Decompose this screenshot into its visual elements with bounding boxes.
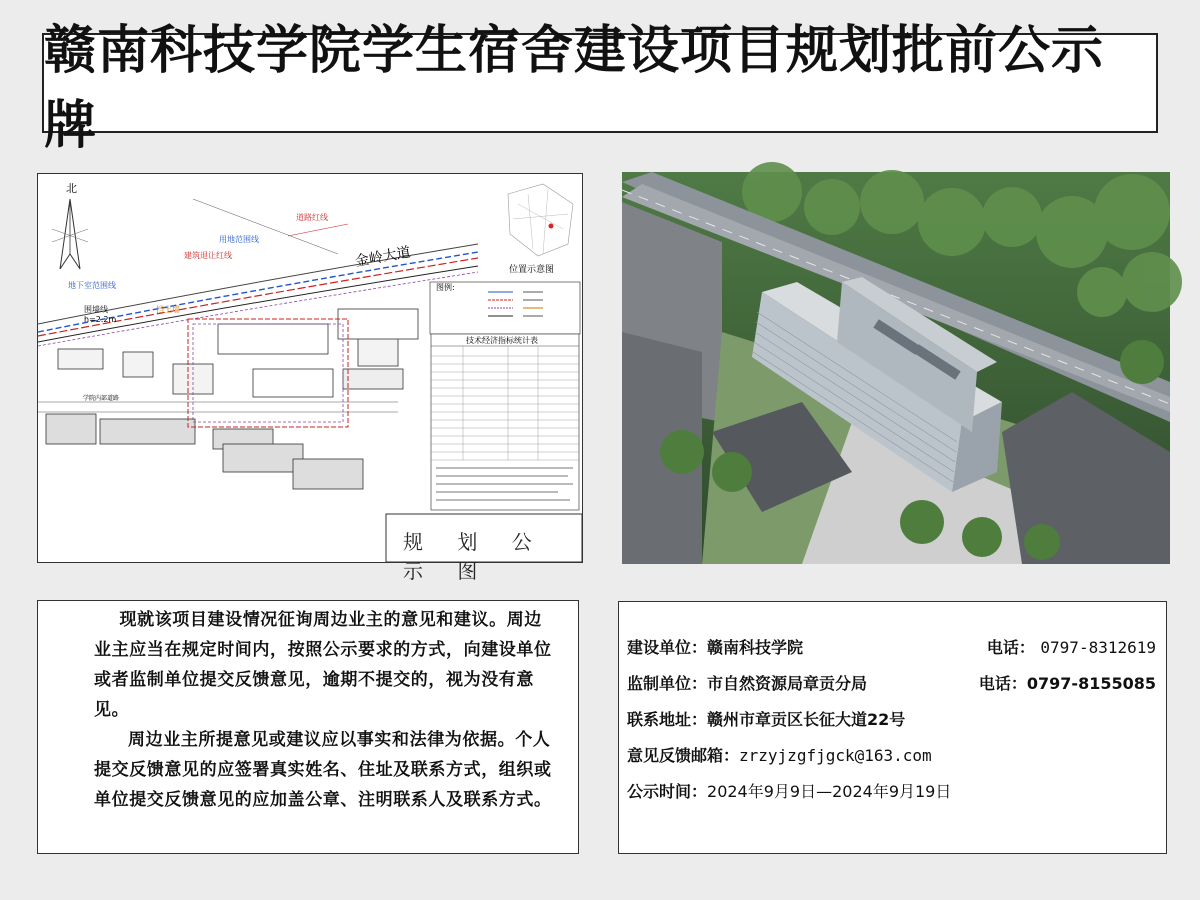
plan-caption: 规 划 公 示 图: [403, 530, 546, 583]
email-row: [627, 736, 1156, 772]
builder-phone-label: 电话：: [986, 637, 1035, 657]
builder-value: 赣南科技学院: [707, 637, 804, 657]
legend-title: 图例:: [436, 283, 455, 292]
notice-text-box: [37, 600, 579, 854]
fence-line-label: 围墙线: [84, 305, 108, 314]
notice-paragraph-1: 现就该项目建设情况征询周边业主的意见和建议。周边业主应当在规定时间内，按照公示要求的方式，向建设单位或者监制单位提交反馈意见，逾期不提交的，视为没有意见。: [94, 610, 552, 720]
supervisor-phone: 0797-8155085: [1026, 673, 1156, 693]
road-red-line-label: 道路红线: [296, 213, 328, 222]
land-line-label: 用地范围线: [219, 235, 259, 244]
site-plan-svg: [38, 174, 582, 562]
stats-table-title: 技术经济指标统计表: [466, 336, 538, 345]
road-name-label: 金岭大道: [353, 244, 412, 270]
builder-row: [627, 628, 1156, 664]
period-value: 2024年9月9日—2024年9月19日: [707, 781, 952, 801]
stats-table: [431, 334, 579, 510]
supervisor-phone-label: 电话：: [978, 673, 1027, 693]
location-map: [498, 180, 578, 260]
contact-info-box: [618, 601, 1167, 854]
basement-line-label: 地下室范围线: [68, 281, 116, 290]
supervisor-value: 市自然资源局章贡分局: [707, 673, 868, 693]
site-plan-drawing: [37, 173, 583, 583]
campus-road-label: 学院内部道路: [83, 395, 120, 402]
builder-label: 建设单位：: [627, 637, 708, 657]
email-label: 意见反馈邮箱：: [627, 745, 740, 765]
address-row: [627, 700, 1156, 736]
notice-paragraph-2: 周边业主所提意见或建议应以事实和法律为依据。个人提交反馈意见的应签署真实姓名、住址及联系方式，组织或单位提交反馈意见的应加盖公章、注明联系人及联系方式。: [94, 730, 552, 810]
supervisor-label: 监制单位：: [627, 673, 708, 693]
fence-height-label: h=2.2m: [84, 315, 117, 324]
location-map-title: 位置示意图: [509, 265, 555, 275]
period-label: 公示时间：: [627, 781, 708, 801]
title-board: [42, 21, 1158, 156]
builder-phone: 0797-8312619: [1040, 637, 1156, 657]
north-arrow-icon: [52, 199, 88, 269]
rendering-svg: [622, 172, 1170, 564]
setback-line-label: 建筑退让红线: [184, 251, 232, 260]
supervisor-row: [627, 664, 1156, 700]
address-value: 赣州市章贡区长征大道22号: [707, 709, 906, 729]
address-label: 联系地址：: [627, 709, 708, 729]
north-label: 北: [66, 182, 77, 195]
email-link[interactable]: zrzyjzgfjgck@163.com: [739, 745, 932, 765]
building-rendering: [622, 172, 1170, 564]
page-title: 赣南科技学院学生宿舍建设项目规划批前公示牌: [44, 21, 1105, 156]
period-row: [627, 772, 1156, 808]
retaining-wall-label: 挡土墙: [156, 305, 180, 314]
